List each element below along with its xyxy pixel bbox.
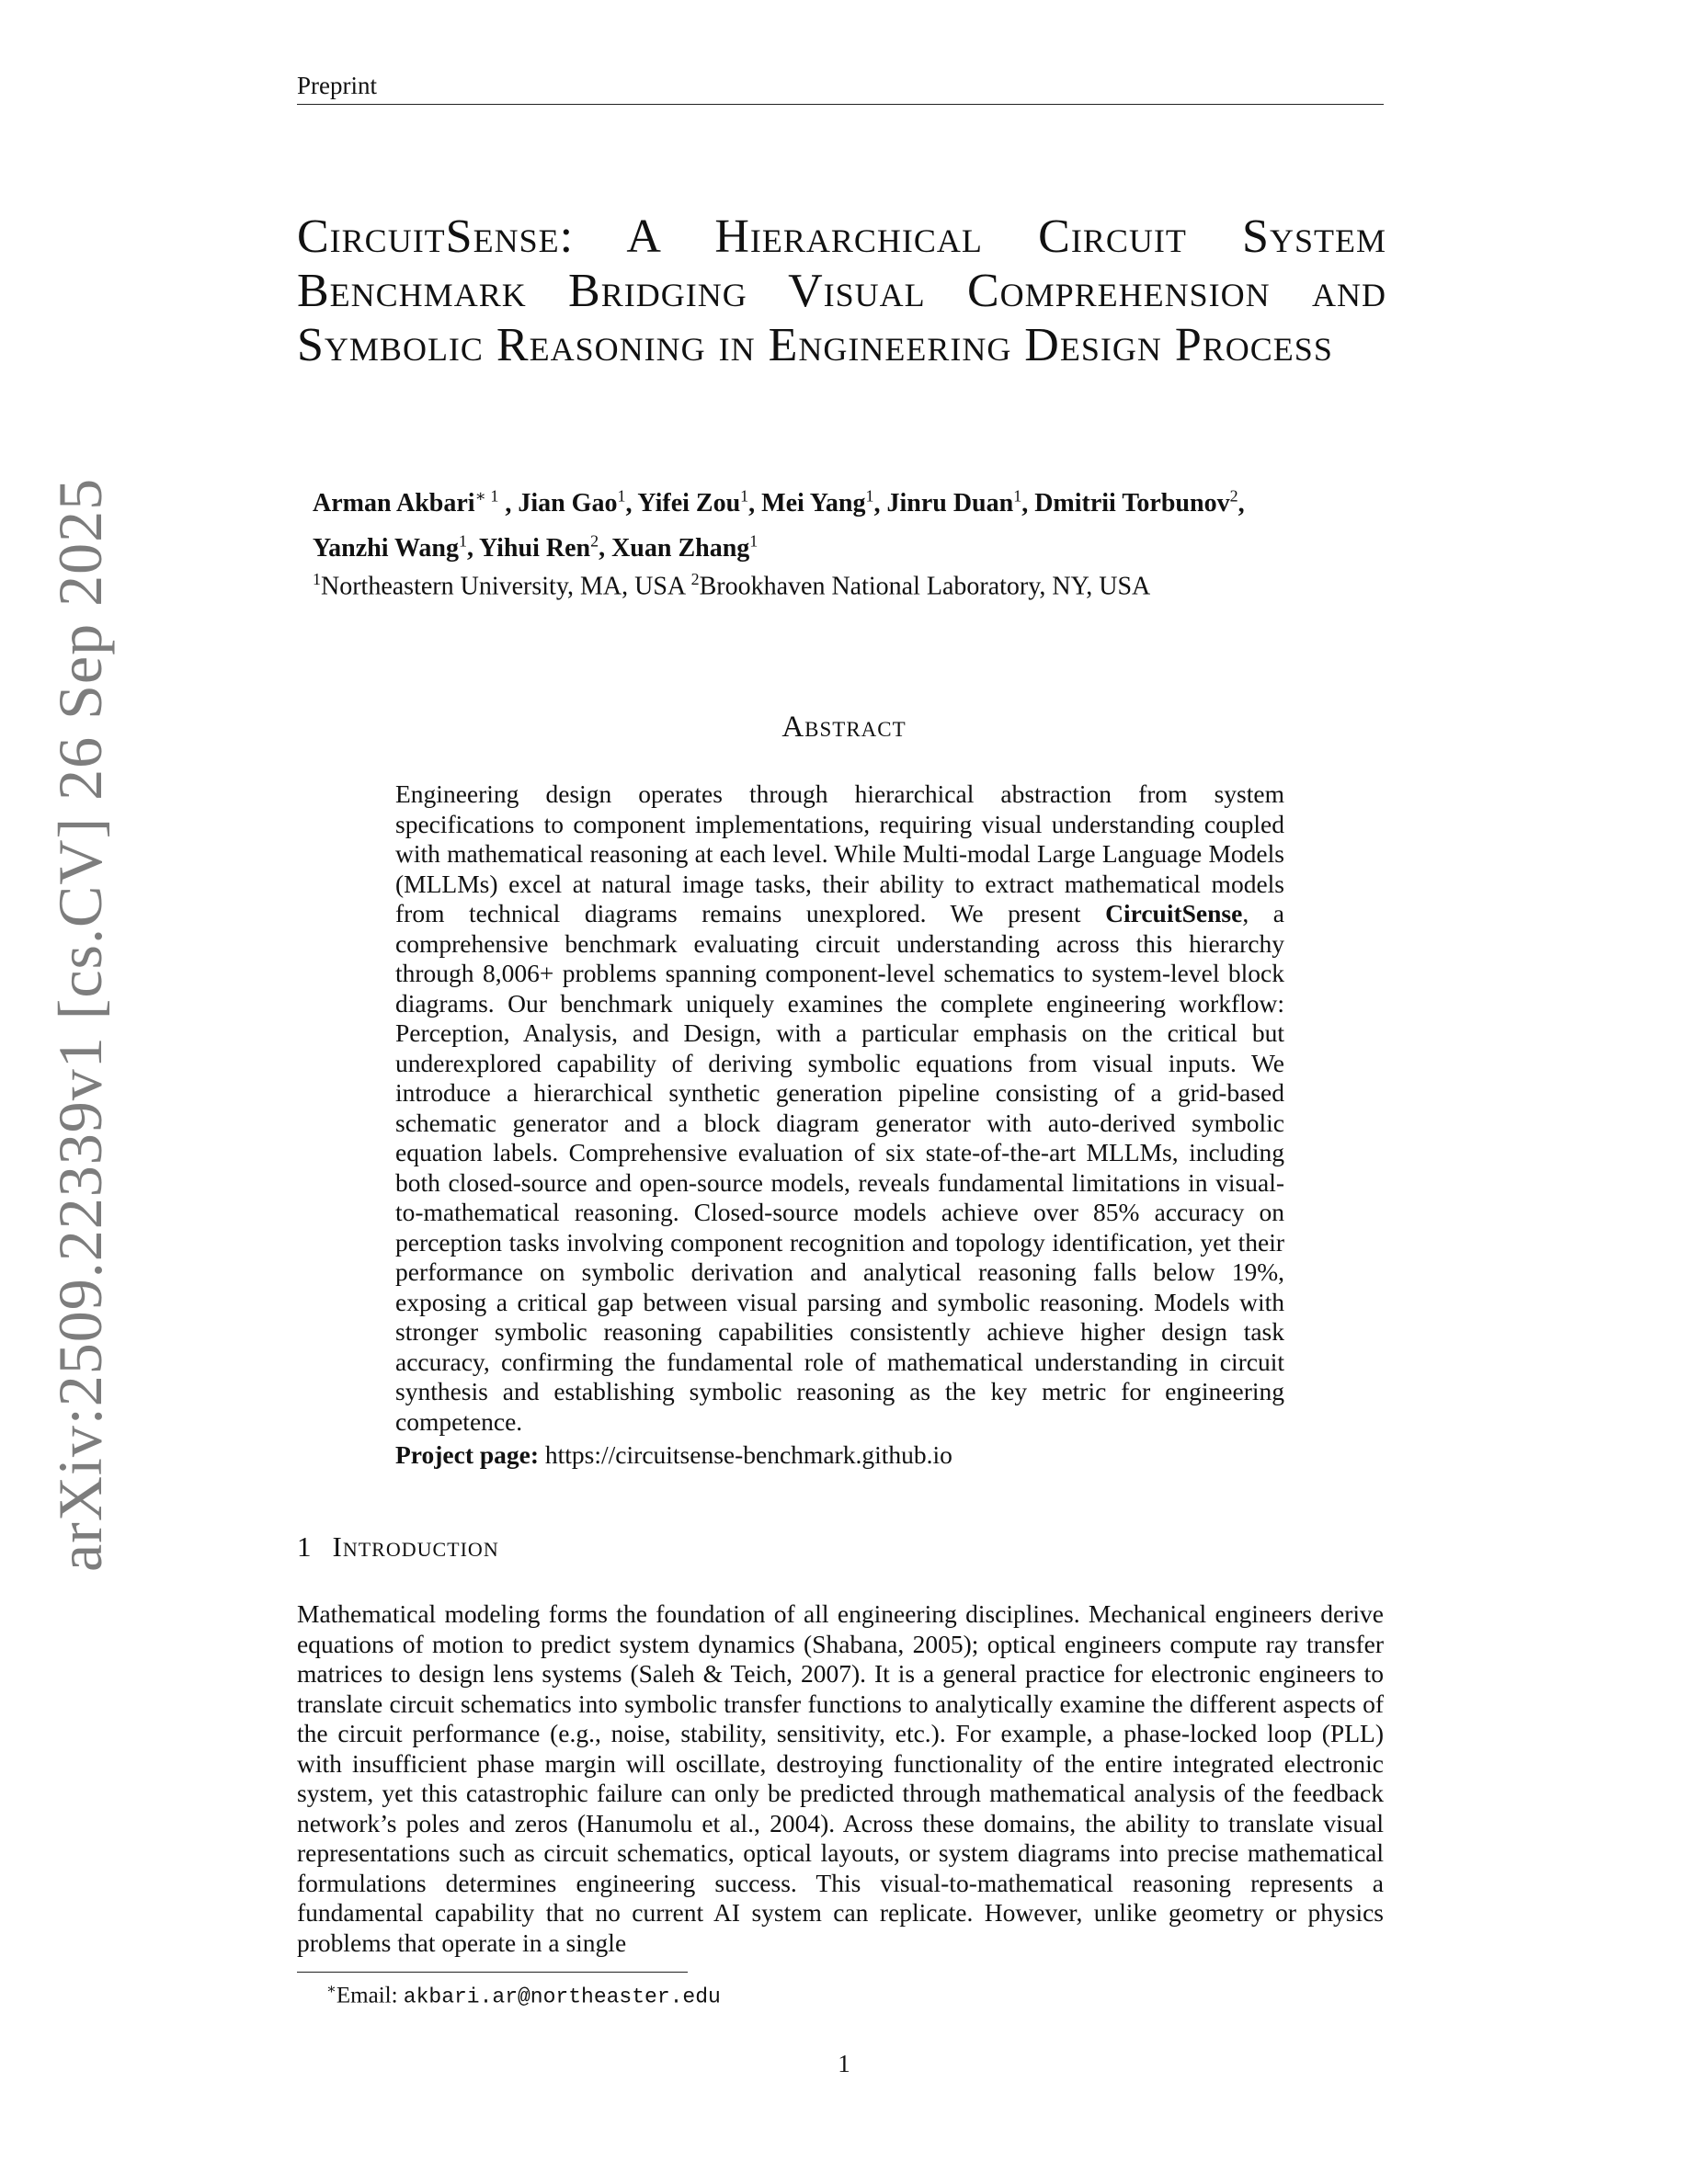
affiliation: Northeastern University, MA, USA — [321, 572, 685, 601]
section-number: 1 — [297, 1530, 313, 1563]
author-list: Arman Akbari$^{∗ 1}$ , Jian Gao$^1$, Yifei Zou$^1$, Mei Yang$^1$, Jinru Duan$^1$, Dmitrii Torbunov$^2$, Yanzhi Wang$^1$, Yihui Ren$^2$, Xuan Zhang$^1$ — [313, 487, 1245, 563]
author: Dmitrii Torbunov$^2$ — [1034, 487, 1238, 518]
running-header — [297, 72, 1384, 105]
intro-paragraph: Mathematical modeling forms the foundation of all engineering disciplines. Mechanical engineers derive equations of motion to predict system dynamics (Shabana, 2005); optical engineers compute ray transfer matrices to design lens systems (Saleh & Teich, 2007). It is a general practice for electronic engineers to translate circuit schematics into symbolic transfer functions to analytically examine the different aspects of the circuit performance (e.g., noise, stability, sensitivity, etc.). For example, a phase-locked loop (PLL) with insufficient phase margin will oscillate, destroying functionality of the entire integrated electronic system, yet this catastrophic failure can only be predicted through mathematical analysis of the feedback network’s poles and zeros (Hanumolu et al., 2004). Across these domains, the ability to translate visual representations such as circuit schematics, optical layouts, or system diagrams into precise mathematical formulations determines engineering success. This visual-to-mathematical reasoning represents a fundamental capability that no current AI system can replicate. However, unlike geometry or physics problems that operate in a single — [297, 1599, 1384, 1957]
paper-title: CircuitSense: A Hierarchical Circuit System Benchmark Bridging Visual Comprehension and Symbolic Reasoning in Engineering Design Process — [297, 210, 1386, 371]
author: Arman Akbari$^{∗ 1}$ — [313, 487, 499, 518]
abstract-text: Engineering design operates through hierarchical abstraction from system specifications to component implementations, requiring visual understanding coupled with mathematical reasoning at each level. While Multi-modal Large Language Models (MLLMs) excel at natural image tasks, their ability to extract mathematical models from technical diagrams remains unexplored. We present CircuitSense, a comprehensive benchmark evaluating circuit understanding across this hierarchy through 8,006+ problems spanning component-level schematics to system-level block diagrams. Our benchmark uniquely examines the complete engineering workflow: Perception, Analysis, and Design, with a particular emphasis on the critical but underexplored capability of deriving symbolic equations from visual inputs. We introduce a hierarchical synthetic generation pipeline consisting of a grid-based schematic generator and a block diagram generator with auto-derived symbolic equation labels. Comprehensive evaluation of six state-of-the-art MLLMs, including both closed-source and open-source models, reveals fundamental limitations in visual-to-mathematical reasoning. Closed-source models achieve over 85% accuracy on perception tasks involving component recognition and topology identification, yet their performance on symbolic derivation and analytical reasoning falls below 19%, exposing a critical gap between visual parsing and symbolic reasoning. Models with stronger symbolic reasoning capabilities consistently achieve higher design task accuracy, confirming the fundamental role of mathematical understanding in circuit synthesis and establishing symbolic reasoning as the key metric for engineering competence. — [395, 779, 1284, 1436]
arxiv-side-stamp: arXiv:2509.22339v1 [cs.CV] 26 Sep 2025 — [45, 477, 115, 1572]
footnote-rule — [297, 1972, 688, 1973]
affiliation: Brookhaven National Laboratory, NY, USA — [699, 572, 1151, 601]
author: Jinru Duan$^1$ — [886, 487, 1022, 518]
header-label: Preprint — [297, 72, 377, 99]
author: Xuan Zhang$^1$ — [611, 531, 758, 563]
section-title: Introduction — [332, 1530, 499, 1563]
author: Yihui Ren$^2$ — [478, 531, 599, 563]
author: Yifei Zou$^1$ — [637, 487, 749, 518]
author: Yanzhi Wang$^1$ — [313, 531, 467, 563]
project-link[interactable]: https://circuitsense-benchmark.github.io — [544, 1440, 952, 1469]
author: Jian Gao$^1$ — [518, 487, 626, 518]
email-link[interactable]: akbari.ar@northeaster.edu — [403, 1985, 721, 2009]
abstract-heading: Abstract — [781, 711, 907, 744]
benchmark-name: CircuitSense — [1105, 899, 1243, 927]
abstract-body — [395, 779, 1284, 1471]
project-page: Project page: https://circuitsense-benchmark.github.io — [395, 1440, 952, 1469]
affiliations: $^1$Northeastern University, MA, USA $^2$Brookhaven National Laboratory, NY, USA — [313, 570, 1151, 601]
page-number: 1 — [838, 2050, 850, 2077]
footnote: ∗Email: akbari.ar@northeaster.edu — [326, 1982, 721, 2009]
author: Mei Yang$^1$ — [761, 487, 874, 518]
section-heading — [297, 1530, 499, 1564]
